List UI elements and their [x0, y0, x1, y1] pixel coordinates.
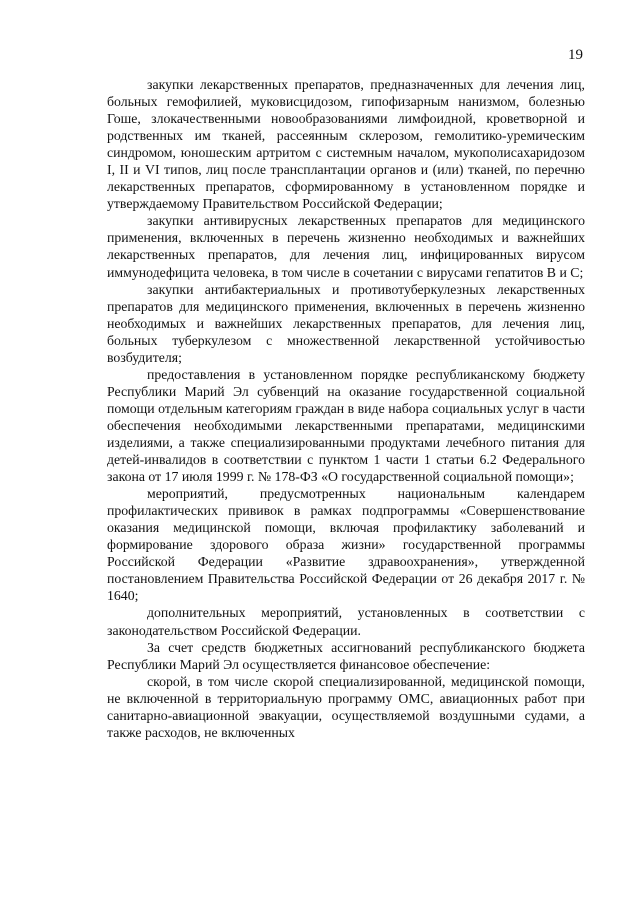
paragraph-vaccination-calendar: мероприятий, предусмотренных национальным календарем профилактических прививок в рамках подпрограммы «Совершенствование оказания медицинской помощи, включая профилактику заболеваний и формирование здорового образа жизни» государственной программы Российской Федерации «Развитие здравоохранения», утвержденной постановлением Правительства Российской Федерации от 26 декабря 2017 г. № 1640; — [107, 486, 585, 604]
paragraph-budget-financing: За счет средств бюджетных ассигнований республиканского бюджета Республики Марий Эл осуществляется финансовое обеспечение: — [107, 639, 585, 672]
document-body — [107, 76, 585, 741]
paragraph-antibacterial-drugs: закупки антибактериальных и противотуберкулезных лекарственных препаратов для медицинского применения, включенных в перечень жизненно необходимых и важнейших лекарственных препаратов, для лечения лиц, больных туберкулезом с множественной лекарственной устойчивостью возбудителя; — [107, 281, 585, 365]
paragraph-antiviral-drugs: закупки антивирусных лекарственных препаратов для медицинского применения, включенных в перечень жизненно необходимых и важнейших лекарственных препаратов, для лечения лиц, инфицированных вирусом иммунодефицита человека, в том числе в сочетании с вирусами гепатитов B и C; — [107, 213, 585, 280]
paragraph-subventions: предоставления в установленном порядке республиканскому бюджету Республики Марий Эл субвенций на оказание государственной социальной помощи отдельным категориям граждан в виде набора социальных услуг в части обеспечения необходимыми лекарственными препаратами, медицинскими изделиями, а также специализированными продуктами лечебного питания для детей-инвалидов в соответствии с пунктом 1 части 1 статьи 6.2 Федерального закона от 17 июля 1999 г. № 178-ФЗ «О государственной социальной помощи»; — [107, 366, 585, 485]
paragraph-additional-measures: дополнительных мероприятий, установленных в соответствии с законодательством Российской Федерации. — [107, 605, 585, 638]
page-number: 19 — [568, 47, 583, 63]
paragraph-hemophilia-drugs: закупки лекарственных препаратов, предназначенных для лечения лиц, больных гемофилией, муковисцидозом, гипофизарным нанизмом, болезнью Гоше, злокачественными новообразованиями лимфоидной, кроветворной и родственных им тканей, рассеянным склерозом, гемолитико-уремическим синдромом, юношеским артритом с системным началом, мукополисахаридозом I, II и VI типов, лиц после трансплантации органов и (или) тканей, по перечню лекарственных препаратов, сформированному в установленном порядке и утверждаемому Правительством Российской Федерации; — [107, 77, 585, 212]
paragraph-emergency-care: скорой, в том числе скорой специализированной, медицинской помощи, не включенной в территориальную программу ОМС, авиационных работ при санитарно-авиационной эвакуации, осуществляемой воздушными судами, а также расходов, не включенных — [107, 673, 585, 740]
